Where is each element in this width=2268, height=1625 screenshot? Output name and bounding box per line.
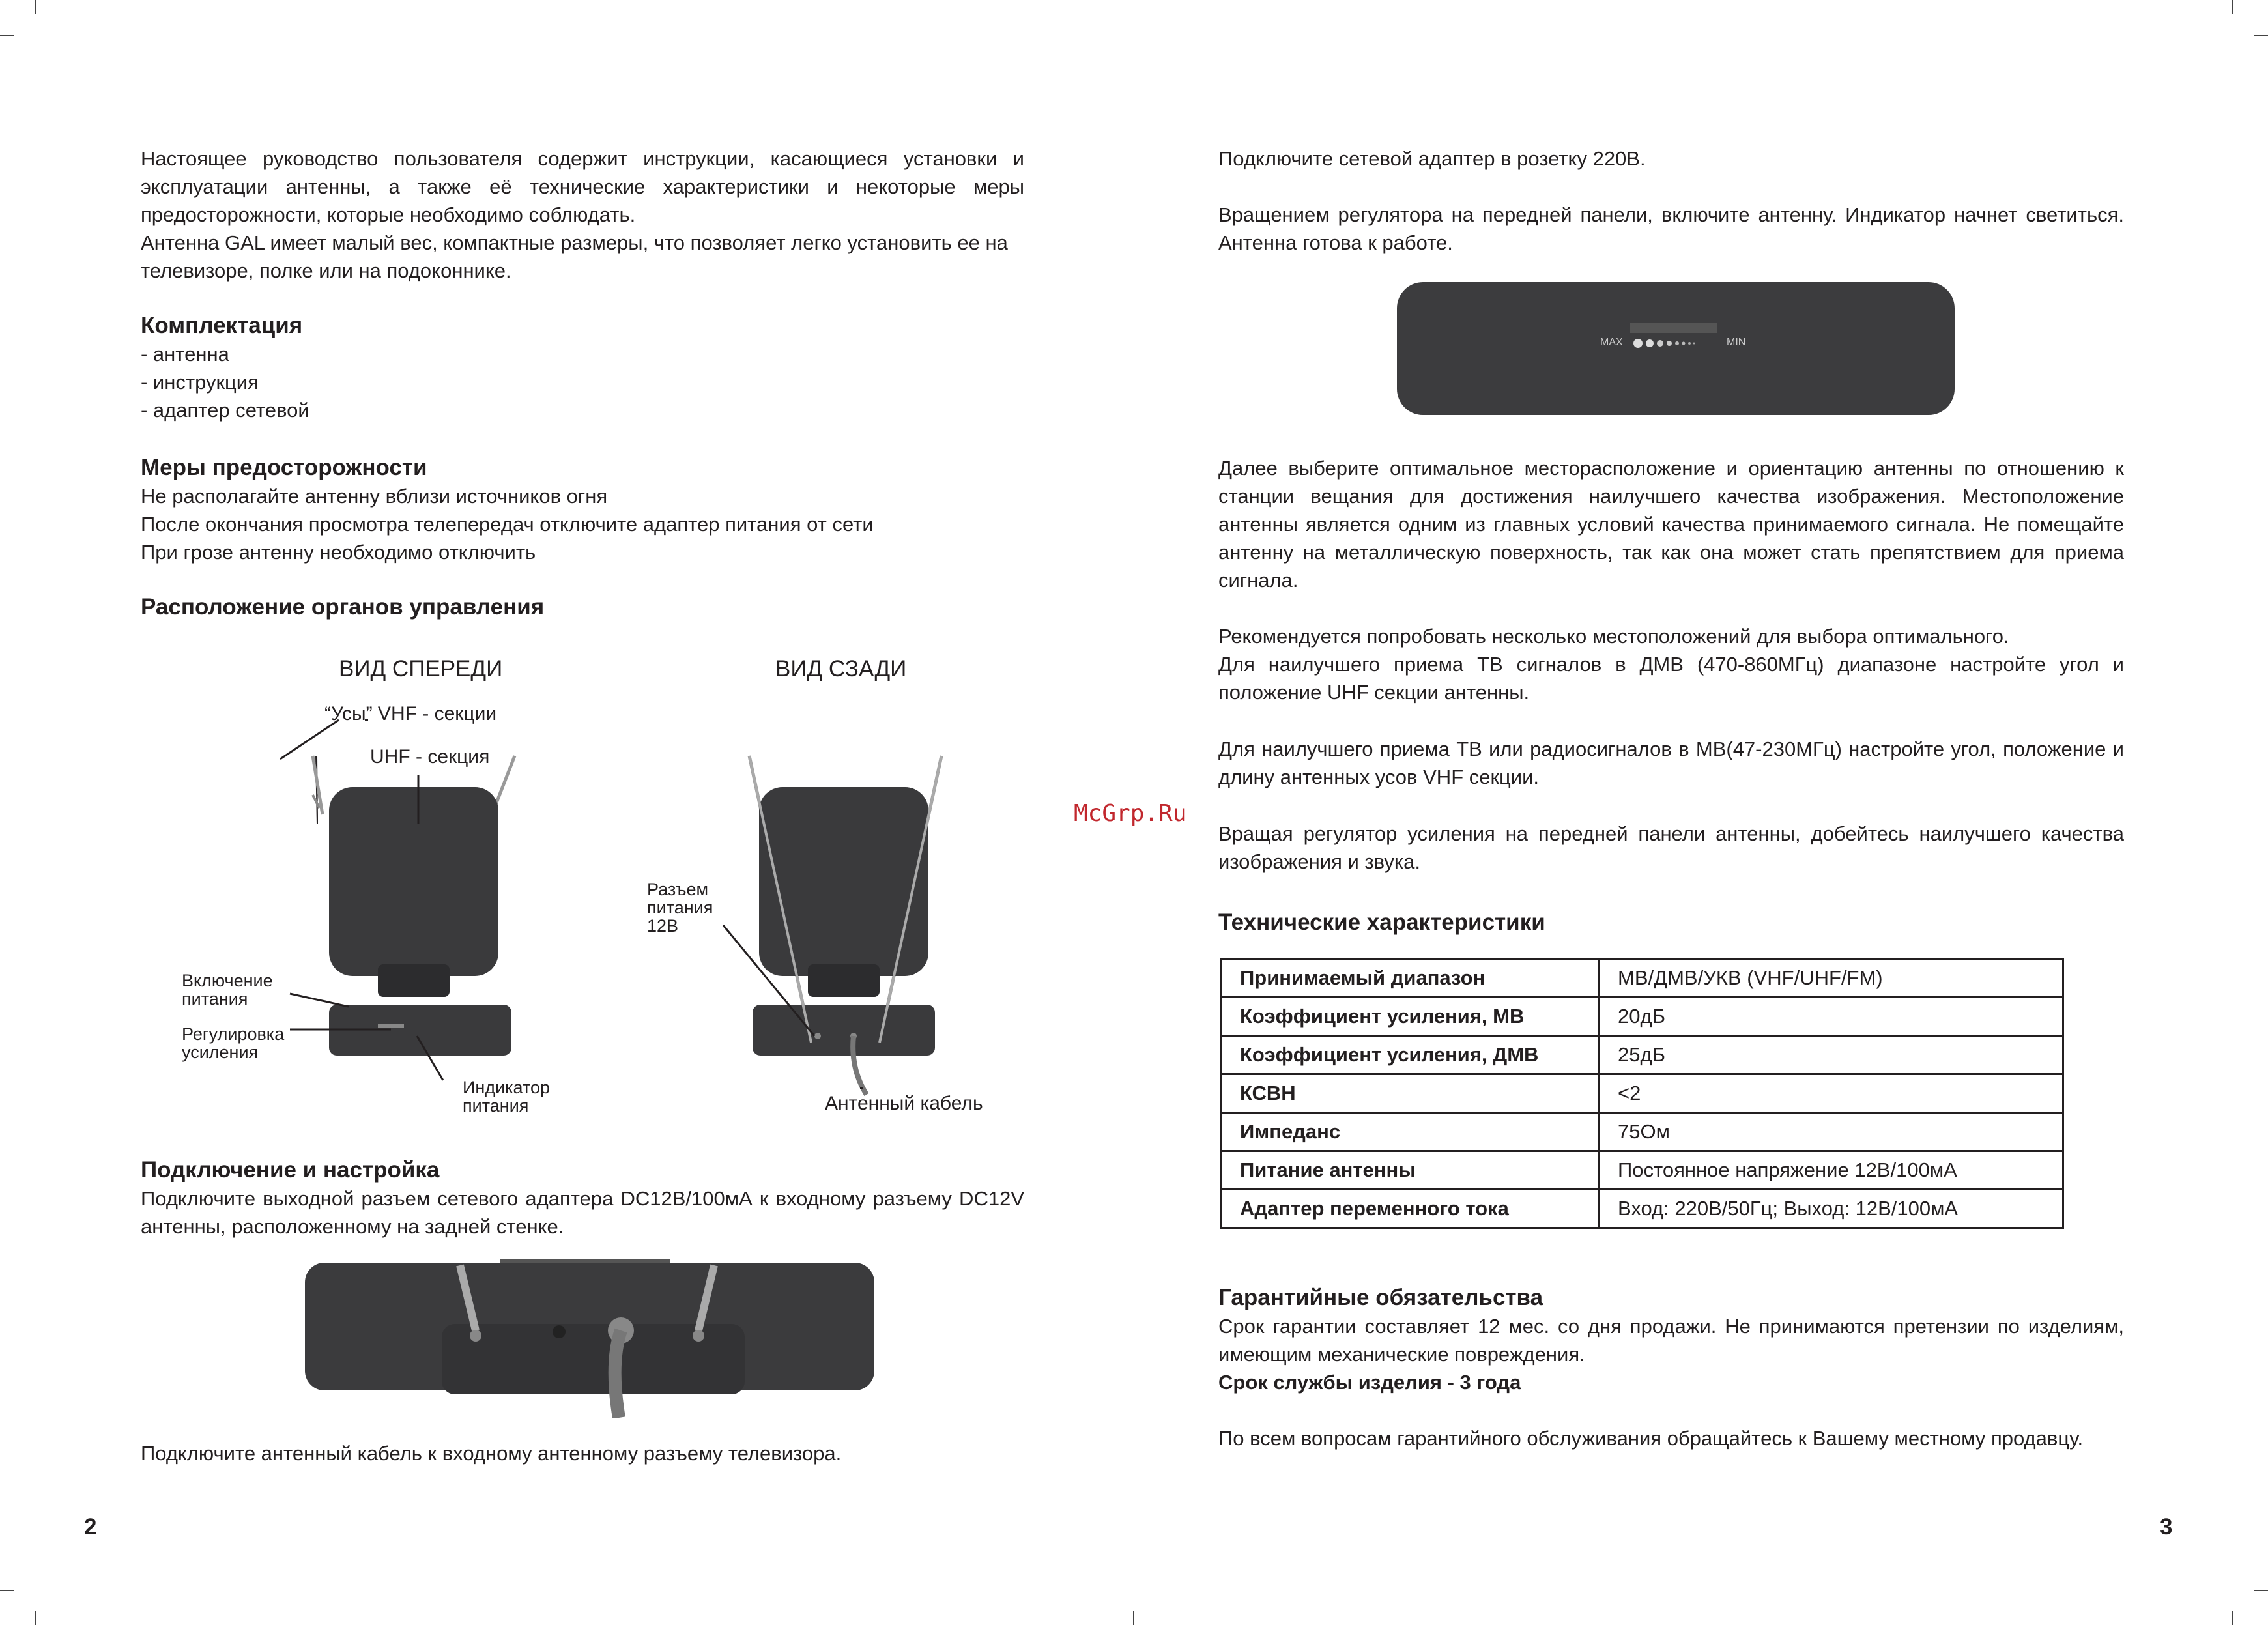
- spec-key: КСВН: [1221, 1074, 1599, 1113]
- left-intro: [141, 145, 1024, 285]
- connection-heading: Подключение и настройка: [141, 1157, 440, 1183]
- table-row: [1221, 998, 2063, 1036]
- crop-mark: [2232, 0, 2233, 14]
- table-row: [1221, 1190, 2063, 1228]
- crop-mark: [2232, 1611, 2233, 1625]
- crop-mark: [35, 1611, 36, 1625]
- right-paragraph-6: Вращая регулятор усиления на передней панели антенны, добейтесь наилучшего качества изображения и звука.: [1218, 822, 2124, 873]
- right-paragraph-2: Вращением регулятора на передней панели, включите антенну. Индикатор начнет светиться. Антенна готова к работе.: [1218, 203, 2124, 254]
- precautions-heading: Меры предосторожности: [141, 455, 427, 480]
- specs-table: [1220, 958, 2064, 1229]
- spec-key: Адаптер переменного тока: [1221, 1190, 1599, 1228]
- spec-value: Постоянное напряжение 12В/100мА: [1599, 1151, 2063, 1190]
- spec-key: Коэффициент усиления, МВ: [1221, 998, 1599, 1036]
- spec-value: 75Ом: [1599, 1113, 2063, 1151]
- table-row: [1221, 1113, 2063, 1151]
- label-power-on: Включение питания: [182, 971, 273, 1009]
- front-view-illustration: [130, 704, 586, 1134]
- page-number-right: 3: [2160, 1514, 2173, 1540]
- crop-mark: [0, 35, 14, 36]
- right-paragraph-3: Далее выберите оптимальное месторасположение и ориентацию антенны по отношению к станции вещания для достижения наилучшего качества изображения. Местоположение антенны является одним из главных условий качества принимаемого сигнала. Не помещайте антенну на металлическую поверхность, так как она может стать препятствием для приема сигнала.: [1218, 457, 2124, 592]
- intro-paragraph: Антенна GAL имеет малый вес, компактные размеры, что позволяет легко установить ее на телевизоре, полке или на подоконнике.: [141, 231, 1008, 282]
- warranty-section: [1218, 1284, 2124, 1452]
- spec-key: Питание антенны: [1221, 1151, 1599, 1190]
- back-view-title: ВИД СЗАДИ: [775, 656, 907, 682]
- rear-panel-illustration: [305, 1259, 874, 1418]
- label-whiskers: “Усы” VHF - секции: [324, 703, 497, 725]
- kit-heading: Комплектация: [141, 313, 303, 338]
- warranty-contact: По всем вопросам гарантийного обслуживания обращайтесь к Вашему местному продавцу.: [1218, 1427, 2084, 1450]
- spec-key: Принимаемый диапазон: [1221, 959, 1599, 998]
- page-number-left: 2: [84, 1514, 97, 1540]
- connection-after-text: Подключите антенный кабель к входному антенному разъему телевизора.: [141, 1442, 842, 1465]
- crop-mark: [2254, 1590, 2268, 1591]
- table-row: [1221, 959, 2063, 998]
- list-item: - адаптер сетевой: [141, 399, 309, 422]
- crop-mark: [1133, 1611, 1134, 1625]
- antenna-base: [753, 1005, 935, 1056]
- uhf-panel: [329, 787, 498, 976]
- right-paragraph-5: Для наилучшего приема ТВ или радиосигналов в МВ(47-230МГц) настройте угол, положение и длину антенных усов VHF секции.: [1218, 738, 2124, 788]
- spec-value: Вход: 220В/50Гц; Выход: 12В/100мА: [1599, 1190, 2063, 1228]
- spec-key: Коэффициент усиления, ДМВ: [1221, 1036, 1599, 1074]
- front-view-title: ВИД СПЕРЕДИ: [339, 656, 503, 682]
- power-jack: [814, 1033, 821, 1039]
- knob-min-label: MIN: [1727, 337, 1746, 348]
- list-item: Не располагайте антенну вблизи источников огня: [141, 485, 608, 508]
- list-item: После окончания просмотра телепередач отключите адаптер питания от сети: [141, 513, 874, 536]
- right-paragraph-1: Подключите сетевой адаптер в розетку 220В.: [1218, 147, 1646, 170]
- right-paragraph-4a: Рекомендуется попробовать несколько местоположений для выбора оптимального.: [1218, 625, 2009, 648]
- crop-mark: [0, 1590, 14, 1591]
- knob-max-label: MAX: [1600, 337, 1623, 348]
- back-view-illustration: [684, 704, 1010, 1121]
- spec-value: <2: [1599, 1074, 2063, 1113]
- watermark: McGrp.Ru: [1074, 800, 1187, 827]
- list-item: При грозе антенну необходимо отключить: [141, 541, 536, 564]
- label-power-jack: Разъем питания 12В: [647, 880, 713, 936]
- right-paragraph-4b: Для наилучшего приема ТВ сигналов в ДМВ (470-860МГц) диапазоне настройте угол и положение UHF секции антенны.: [1218, 653, 2124, 704]
- specs-heading: Технические характеристики: [1218, 910, 1545, 935]
- spec-value: МВ/ДМВ/УКВ (VHF/UHF/FM): [1599, 959, 2063, 998]
- list-item: - антенна: [141, 343, 229, 366]
- list-item: - инструкция: [141, 371, 259, 394]
- spec-value: 20дБ: [1599, 998, 2063, 1036]
- label-gain: Регулировка усиления: [182, 1024, 285, 1062]
- precautions-section: [141, 453, 1024, 566]
- label-indicator: Индикатор питания: [463, 1078, 551, 1115]
- label-cable: Антенный кабель: [825, 1093, 983, 1114]
- connection-section: [141, 1156, 1024, 1241]
- controls-heading: Расположение органов управления: [141, 594, 545, 620]
- warranty-text: Срок гарантии составляет 12 мес. со дня продажи. Не принимаются претензии по изделиям, имеющим механические повреждения.: [1218, 1315, 2124, 1366]
- warranty-heading: Гарантийные обязательства: [1218, 1285, 1543, 1310]
- table-row: [1221, 1074, 2063, 1113]
- label-uhf: UHF - секция: [370, 746, 490, 768]
- table-row: [1221, 1036, 2063, 1074]
- front-panel-illustration: [1397, 282, 1955, 415]
- uhf-panel: [759, 787, 928, 976]
- intro-paragraph: Настоящее руководство пользователя содержит инструкции, касающиеся установки и эксплуатации антенны, а также её технические характеристики и некоторые меры предосторожности, которые необходимо соблюдать.: [141, 147, 1024, 226]
- kit-section: [141, 311, 1024, 424]
- table-row: [1221, 1151, 2063, 1190]
- spec-value: 25дБ: [1599, 1036, 2063, 1074]
- connection-text: Подключите выходной разъем сетевого адаптера DC12В/100мА к входному разъему DC12V антенны, расположенному на задней стенке.: [141, 1187, 1024, 1238]
- spec-key: Импеданс: [1221, 1113, 1599, 1151]
- service-life: Срок службы изделия - 3 года: [1218, 1371, 1521, 1394]
- crop-mark: [35, 0, 36, 14]
- crop-mark: [2254, 35, 2268, 36]
